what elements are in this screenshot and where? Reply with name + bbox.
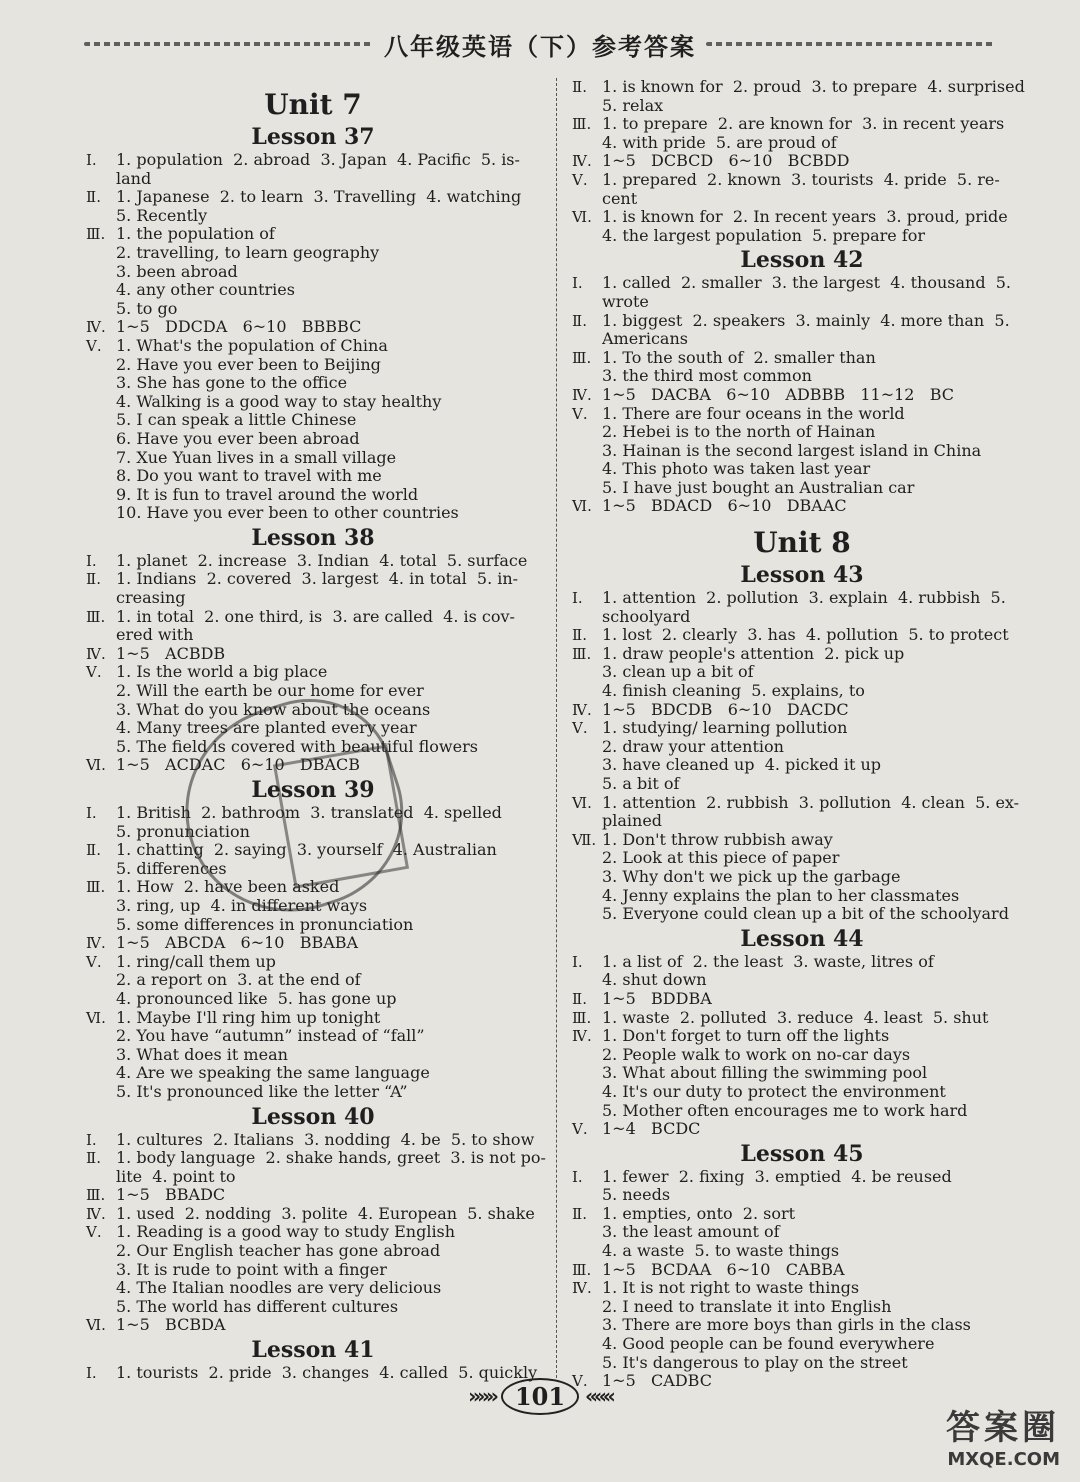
answer-line: 6. Have you ever been abroad — [116, 429, 360, 448]
section-number: Ⅴ. — [572, 404, 588, 423]
answer-line: 1~5 DCBCD 6~10 BCBDD — [602, 152, 850, 171]
answer-line: 1. lost 2. clearly 3. has 4. pollution 5. to protect — [602, 626, 1009, 645]
section-number: Ⅲ. — [86, 607, 106, 626]
section-number: Ⅵ. — [86, 1316, 106, 1335]
section-number: Ⅲ. — [86, 878, 106, 897]
answer-line: 1. the population of — [116, 225, 275, 244]
answer-lines — [116, 1149, 546, 1186]
chevron-left-icon: ««« — [585, 1384, 612, 1408]
answer-line: ered with — [116, 626, 194, 645]
answer-line: 5. Mother often encourages me to work hard — [602, 1101, 968, 1120]
answer-line: 5. I can speak a little Chinese — [116, 411, 357, 430]
answer-line: 1. studying/ learning pollution — [602, 719, 848, 738]
answer-section — [86, 1149, 546, 1186]
right-ornament — [706, 42, 996, 46]
answer-line: 4. Jenny explains the plan to her classmates — [602, 886, 960, 905]
answer-line: 2. Look at this piece of paper — [602, 849, 840, 868]
answer-section — [572, 152, 1032, 171]
answer-line: 1. Indians 2. covered 3. largest 4. in total 5. in- — [116, 570, 519, 589]
section-number: Ⅲ. — [86, 1186, 106, 1205]
answer-line: creasing — [116, 589, 186, 608]
answer-line: 5. to go — [116, 299, 178, 318]
answer-section — [572, 626, 1032, 645]
section-number: Ⅵ. — [572, 497, 592, 516]
answer-section — [86, 570, 540, 607]
answer-section — [572, 1261, 1032, 1280]
answer-lines — [116, 645, 540, 664]
section-number: Ⅴ. — [86, 336, 102, 355]
unit-heading: Unit 7 — [264, 88, 362, 121]
answer-line: 1. Don't forget to turn off the lights — [602, 1027, 890, 1046]
answer-lines — [602, 386, 1032, 405]
answer-line: 2. People walk to work on no-car days — [602, 1045, 911, 1064]
answer-lines — [602, 1261, 1032, 1280]
left-column — [86, 78, 546, 1383]
answer-lines — [602, 152, 1032, 171]
answer-line: 5. some differences in pronunciation — [116, 915, 414, 934]
answer-line: 1. a list of 2. the least 3. waste, litres of — [602, 952, 934, 971]
answer-lines — [602, 312, 1032, 349]
answer-section — [572, 1027, 1032, 1120]
answer-line: 4. Walking is a good way to stay healthy — [116, 392, 442, 411]
answer-lines — [116, 1205, 540, 1224]
section-number: Ⅰ. — [86, 551, 97, 570]
section-number: Ⅱ. — [572, 989, 587, 1008]
answer-line: 1. population 2. abroad 3. Japan 4. Pacific 5. is- — [116, 151, 520, 169]
answer-section — [86, 804, 540, 841]
section-number: Ⅴ. — [86, 1223, 102, 1242]
answer-line: 1. Is the world a big place — [116, 663, 328, 682]
answer-lines — [116, 1009, 540, 1102]
answer-line: 2. Hebei is to the north of Hainan — [602, 423, 876, 442]
answer-line: 4. the largest population 5. prepare for — [602, 226, 926, 245]
section-number: Ⅴ. — [572, 1120, 588, 1139]
answer-line: 3. What do you know about the oceans — [116, 700, 431, 719]
answer-line: 2. Will the earth be our home for ever — [116, 682, 424, 701]
answer-line: 5. It's pronounced like the letter “A” — [116, 1082, 408, 1101]
answer-lines — [602, 831, 1032, 924]
answer-line: 2. Have you ever been to Beijing — [116, 355, 381, 374]
answer-section — [86, 1131, 540, 1150]
answer-section — [86, 188, 540, 225]
answer-lines — [116, 756, 540, 775]
answer-lines — [116, 570, 540, 607]
answer-line: 3. ring, up 4. in different ways — [116, 896, 368, 915]
section-number: Ⅱ. — [572, 78, 587, 96]
answer-line: 1. used 2. nodding 3. polite 4. European 5. shake — [116, 1204, 535, 1223]
answer-line: 4. any other countries — [116, 281, 295, 300]
answer-section — [572, 386, 1032, 405]
answer-lines — [116, 663, 540, 756]
answer-line: 4. Many trees are planted every year — [116, 719, 417, 738]
answer-line: 5. Everyone could clean up a bit of the schoolyard — [602, 905, 1009, 924]
section-number: Ⅴ. — [572, 1372, 588, 1391]
answer-section — [86, 1316, 540, 1335]
answer-section — [572, 274, 1032, 311]
answer-section — [86, 756, 540, 775]
section-number: Ⅲ. — [572, 644, 592, 663]
answer-line: 1~5 DACBA 6~10 ADBBB 11~12 BC — [602, 385, 955, 404]
answer-line: 5. relax — [602, 96, 664, 115]
answer-line: 1~5 ACBDB — [116, 644, 226, 663]
lesson-heading: Lesson 40 — [251, 1103, 375, 1130]
answer-lines — [602, 589, 1032, 626]
answer-line: 1~5 BDCDB 6~10 DACDC — [602, 700, 849, 719]
answer-line: 1. planet 2. increase 3. Indian 4. total 5. surface — [116, 551, 528, 570]
page-title: 八年级英语（下）参考答案 — [384, 32, 696, 61]
answer-line: 1. attention 2. pollution 3. explain 4. rubbish 5. — [602, 589, 1006, 608]
section-number: Ⅰ. — [86, 1130, 97, 1149]
answer-line: 4. with pride 5. are proud of — [602, 133, 837, 152]
answer-section — [572, 1279, 1032, 1372]
right-column — [572, 78, 1032, 1391]
answer-line: 5. a bit of — [602, 775, 680, 793]
answer-line: 1. body language 2. shake hands, greet 3. is not po- — [116, 1149, 546, 1168]
answer-lines — [116, 337, 540, 523]
answer-line: 1~5 ABCDA 6~10 BBABA — [116, 934, 359, 953]
answer-section — [572, 990, 1032, 1009]
answer-line: land — [116, 169, 152, 188]
answer-line: cent — [602, 189, 638, 208]
section-number: Ⅵ. — [572, 208, 592, 227]
answer-line: 3. clean up a bit of — [602, 663, 754, 682]
answer-section — [86, 878, 540, 934]
answer-line: 5. needs — [602, 1186, 671, 1205]
answer-section — [572, 701, 1032, 720]
answer-section — [572, 953, 1032, 990]
answer-line: 1. To the south of 2. smaller than — [602, 348, 876, 367]
answer-line: 7. Xue Yuan lives in a small village — [116, 448, 397, 467]
answer-line: 5. The world has different cultures — [116, 1297, 399, 1316]
section-number: Ⅱ. — [572, 626, 587, 645]
answer-line: 3. the least amount of — [602, 1223, 780, 1242]
answer-line: 3. been abroad — [116, 262, 238, 281]
section-number: Ⅰ. — [86, 151, 97, 169]
answer-section — [572, 78, 1032, 115]
answer-line: 2. I need to translate it into English — [602, 1297, 892, 1316]
section-number: Ⅳ. — [86, 644, 106, 663]
answer-section — [572, 1120, 1032, 1139]
answer-line: 9. It is fun to travel around the world — [116, 485, 419, 504]
section-number: Ⅴ. — [572, 170, 588, 189]
answer-lines — [602, 953, 1032, 990]
section-number: Ⅳ. — [572, 1279, 592, 1298]
answer-line: 1~5 BDDBA — [602, 989, 712, 1008]
answer-line: wrote — [602, 292, 649, 311]
answer-lines — [116, 1316, 540, 1335]
answer-section — [572, 349, 1032, 386]
lesson-heading: Lesson 44 — [740, 925, 864, 952]
section-number: Ⅴ. — [572, 719, 588, 738]
section-number: Ⅱ. — [86, 188, 101, 207]
answer-lines — [116, 934, 540, 953]
answer-lines — [116, 225, 540, 318]
section-number: Ⅶ. — [572, 830, 597, 849]
section-number: Ⅲ. — [86, 225, 106, 244]
answer-section — [86, 841, 540, 878]
section-number: Ⅳ. — [572, 1027, 592, 1046]
answer-line: 1. There are four oceans in the world — [602, 404, 905, 423]
answer-section — [86, 318, 540, 337]
section-number: Ⅳ. — [86, 1204, 106, 1223]
answer-line: 2. You have “autumn” instead of “fall” — [116, 1027, 425, 1046]
section-number: Ⅵ. — [572, 793, 592, 812]
answer-lines — [116, 151, 540, 188]
page-number: 101 — [501, 1378, 579, 1415]
section-number: Ⅲ. — [572, 1260, 592, 1279]
lesson-heading: Lesson 43 — [740, 562, 864, 589]
answer-lines — [116, 804, 540, 841]
watermark-logo — [890, 1400, 1060, 1480]
section-number: Ⅲ. — [572, 1008, 592, 1027]
answer-lines — [116, 608, 540, 645]
answer-lines — [116, 1223, 540, 1316]
lesson-heading: Lesson 45 — [740, 1140, 864, 1167]
section-number: Ⅳ. — [572, 700, 592, 719]
answer-line: 2. Our English teacher has gone abroad — [116, 1242, 441, 1261]
answer-line: 1. What's the population of China — [116, 336, 388, 355]
answer-line: 1~5 DDCDA 6~10 BBBBC — [116, 318, 362, 337]
answer-line: 4. This photo was taken last year — [602, 460, 871, 479]
answer-section — [86, 1223, 540, 1316]
answer-lines — [602, 78, 1032, 115]
answer-lines — [116, 188, 540, 225]
answer-line: 1. Japanese 2. to learn 3. Travelling 4. watching — [116, 188, 522, 207]
answer-line: 1~5 BDACD 6~10 DBAAC — [602, 497, 847, 516]
answer-line: 1. fewer 2. fixing 3. emptied 4. be reused — [602, 1167, 952, 1186]
answer-line: 1~4 BCDC — [602, 1120, 701, 1139]
answer-section — [572, 794, 1032, 831]
answer-line: 1~5 BCBDA — [116, 1316, 226, 1335]
section-number: Ⅴ. — [86, 663, 102, 682]
answer-line: 1. chatting 2. saying 3. yourself 4. Australian — [116, 841, 497, 860]
answer-line: 1. biggest 2. speakers 3. mainly 4. more than 5. — [602, 311, 1010, 330]
answer-section — [572, 312, 1032, 349]
answer-section — [572, 719, 1032, 793]
answer-line: 1. British 2. bathroom 3. translated 4. spelled — [116, 804, 502, 822]
answer-lines — [116, 953, 540, 1009]
answer-lines — [602, 645, 1032, 701]
answer-lines — [602, 719, 1032, 793]
answer-line: 10. Have you ever been to other countries — [116, 504, 459, 523]
answer-lines — [116, 318, 540, 337]
answer-line: 5. I have just bought an Australian car — [602, 478, 915, 497]
answer-lines — [602, 349, 1032, 386]
answer-line: 1. Reading is a good way to study English — [116, 1223, 456, 1242]
answer-section — [86, 645, 540, 664]
answer-section — [86, 1009, 540, 1102]
answer-line: 1~5 BCDAA 6~10 CABBA — [602, 1260, 845, 1279]
answer-section — [86, 934, 540, 953]
answer-line: 3. the third most common — [602, 367, 812, 386]
answer-line: 1. Don't throw rubbish away — [602, 830, 833, 849]
answer-lines — [602, 274, 1032, 311]
chevron-right-icon: »»» — [468, 1384, 495, 1408]
answer-lines — [602, 1168, 1032, 1205]
answer-lines — [602, 990, 1032, 1009]
section-number: Ⅰ. — [572, 1167, 583, 1186]
answer-line: plained — [602, 812, 663, 831]
answer-line: 1. draw people's attention 2. pick up — [602, 644, 905, 663]
answer-line: 5. differences — [116, 859, 227, 878]
answer-lines — [602, 701, 1032, 720]
answer-section — [572, 645, 1032, 701]
section-number: Ⅳ. — [86, 934, 106, 953]
section-number: Ⅱ. — [86, 1149, 101, 1168]
answer-section — [86, 225, 540, 318]
answer-line: 1. in total 2. one third, is 3. are called 4. is cov- — [116, 607, 515, 626]
left-ornament — [84, 42, 374, 46]
answer-line: 1. is known for 2. In recent years 3. proud, pride — [602, 208, 1008, 227]
answer-line: 1. called 2. smaller 3. the largest 4. thousand 5. — [602, 274, 1011, 293]
lesson-heading: Lesson 37 — [251, 124, 375, 150]
answer-line: 1. waste 2. polluted 3. reduce 4. least 5. shut — [602, 1008, 989, 1027]
answer-line: 1. prepared 2. known 3. tourists 4. pride 5. re- — [602, 170, 1000, 189]
answer-section — [86, 552, 540, 571]
section-number: Ⅴ. — [86, 952, 102, 971]
answer-line: 4. finish cleaning 5. explains, to — [602, 682, 865, 701]
answer-line: 1. to prepare 2. are known for 3. in recent years — [602, 115, 1005, 134]
answer-line: 1. ring/call them up — [116, 952, 276, 971]
answer-line: 1. Maybe I'll ring him up tonight — [116, 1008, 381, 1027]
answer-line: 8. Do you want to travel with me — [116, 467, 382, 486]
answer-line: 1~5 CADBC — [602, 1372, 712, 1391]
answer-line: 3. There are more boys than girls in the class — [602, 1316, 971, 1335]
answer-line: 2. travelling, to learn geography — [116, 243, 380, 262]
section-number: Ⅰ. — [572, 589, 583, 608]
answer-line: 4. It's our duty to protect the environment — [602, 1082, 946, 1101]
answer-section — [572, 1205, 1032, 1261]
answer-line: 4. Good people can be found everywhere — [602, 1335, 935, 1354]
answer-section — [86, 1186, 540, 1205]
answer-line: schoolyard — [602, 607, 691, 626]
answer-line: 4. Are we speaking the same language — [116, 1064, 430, 1083]
answer-section — [572, 208, 1032, 245]
section-number: Ⅱ. — [572, 1204, 587, 1223]
answer-lines — [602, 794, 1032, 831]
section-number: Ⅱ. — [572, 311, 587, 330]
answer-line: 5. The field is covered with beautiful flowers — [116, 737, 478, 756]
answer-line: 4. pronounced like 5. has gone up — [116, 989, 397, 1008]
answer-section — [86, 663, 540, 756]
answer-lines — [602, 1027, 1032, 1120]
answer-lines — [116, 552, 540, 571]
answer-lines — [602, 626, 1032, 645]
section-number: Ⅲ. — [572, 348, 592, 367]
answer-section — [86, 151, 540, 188]
section-number: Ⅰ. — [86, 804, 97, 822]
answer-lines — [602, 208, 1032, 245]
answer-line: 4. shut down — [602, 971, 707, 990]
answer-line: 3. have cleaned up 4. picked it up — [602, 756, 882, 775]
answer-lines — [602, 171, 1032, 208]
answer-line: 1~5 BBADC — [116, 1186, 226, 1205]
section-number: Ⅰ. — [572, 952, 583, 971]
answer-lines — [116, 841, 540, 878]
answer-section — [572, 1009, 1032, 1028]
answer-section — [572, 1168, 1032, 1205]
section-number: Ⅰ. — [86, 1364, 97, 1383]
answer-lines — [602, 405, 1032, 498]
section-number: Ⅱ. — [86, 570, 101, 589]
answer-section — [572, 171, 1032, 208]
lesson-heading: Lesson 39 — [251, 777, 375, 803]
column-divider — [556, 78, 557, 1378]
answer-line: 5. It's dangerous to play on the street — [602, 1353, 908, 1372]
answer-section — [86, 337, 540, 523]
answer-line: 3. It is rude to point with a finger — [116, 1260, 387, 1279]
answer-line: 1. empties, onto 2. sort — [602, 1204, 796, 1223]
answer-line: 5. pronunciation — [116, 822, 250, 841]
watermark-url: MXQE.COM — [947, 1449, 1060, 1470]
answer-lines — [602, 1120, 1032, 1139]
section-number: Ⅵ. — [86, 1008, 106, 1027]
answer-line: 1. tourists 2. pride 3. changes 4. called 5. quickly — [116, 1364, 538, 1383]
answer-lines — [116, 878, 540, 934]
section-number: Ⅳ. — [86, 318, 106, 337]
answer-line: 4. The Italian noodles are very delicious — [116, 1279, 442, 1298]
answer-lines — [602, 497, 1032, 516]
answer-line: 1. How 2. have been asked — [116, 878, 340, 897]
answer-lines — [116, 1131, 540, 1150]
answer-section — [572, 115, 1032, 152]
answer-section — [86, 1205, 540, 1224]
answer-line: 3. Hainan is the second largest island in China — [602, 441, 982, 460]
lesson-heading: Lesson 41 — [251, 1337, 375, 1364]
answer-line: 2. a report on 3. at the end of — [116, 971, 361, 990]
answer-lines — [602, 1279, 1032, 1372]
answer-line: lite 4. point to — [116, 1167, 236, 1186]
answer-line: 1~5 ACDAC 6~10 DBACB — [116, 756, 361, 775]
answer-lines — [602, 1205, 1032, 1261]
answer-line: 2. draw your attention — [602, 737, 784, 756]
answer-lines — [602, 115, 1032, 152]
lesson-heading: Lesson 42 — [740, 247, 864, 274]
unit-heading: Unit 8 — [753, 526, 851, 560]
answer-line: 4. a waste 5. to waste things — [602, 1242, 840, 1261]
answer-line: 3. What does it mean — [116, 1045, 288, 1064]
answer-section — [572, 497, 1032, 516]
answer-line: 5. Recently — [116, 206, 208, 225]
page-header — [0, 24, 1080, 64]
answer-line: 1. is known for 2. proud 3. to prepare 4. surprised — [602, 78, 1025, 96]
answer-section — [572, 405, 1032, 498]
answer-section — [86, 608, 540, 645]
lesson-heading: Lesson 38 — [251, 524, 375, 551]
answer-line: Americans — [602, 330, 688, 349]
answer-line: 3. She has gone to the office — [116, 374, 348, 393]
section-number: Ⅳ. — [572, 152, 592, 171]
answer-section — [86, 953, 540, 1009]
section-number: Ⅱ. — [86, 841, 101, 860]
watermark-text: 答案圈 — [946, 1408, 1060, 1448]
answer-section — [572, 589, 1032, 626]
section-number: Ⅵ. — [86, 756, 106, 775]
answer-line: 1. It is not right to waste things — [602, 1279, 860, 1298]
answer-lines — [116, 1186, 540, 1205]
section-number: Ⅳ. — [572, 385, 592, 404]
answer-lines — [602, 1009, 1032, 1028]
section-number: Ⅲ. — [572, 115, 592, 134]
answer-line: 3. Why don't we pick up the garbage — [602, 867, 901, 886]
answer-line: 1. cultures 2. Italians 3. nodding 4. be 5. to show — [116, 1130, 535, 1149]
answer-section — [572, 831, 1032, 924]
section-number: Ⅰ. — [572, 274, 583, 293]
answer-line: 1. attention 2. rubbish 3. pollution 4. clean 5. ex- — [602, 793, 1020, 812]
answer-line: 3. What about filling the swimming pool — [602, 1064, 928, 1083]
